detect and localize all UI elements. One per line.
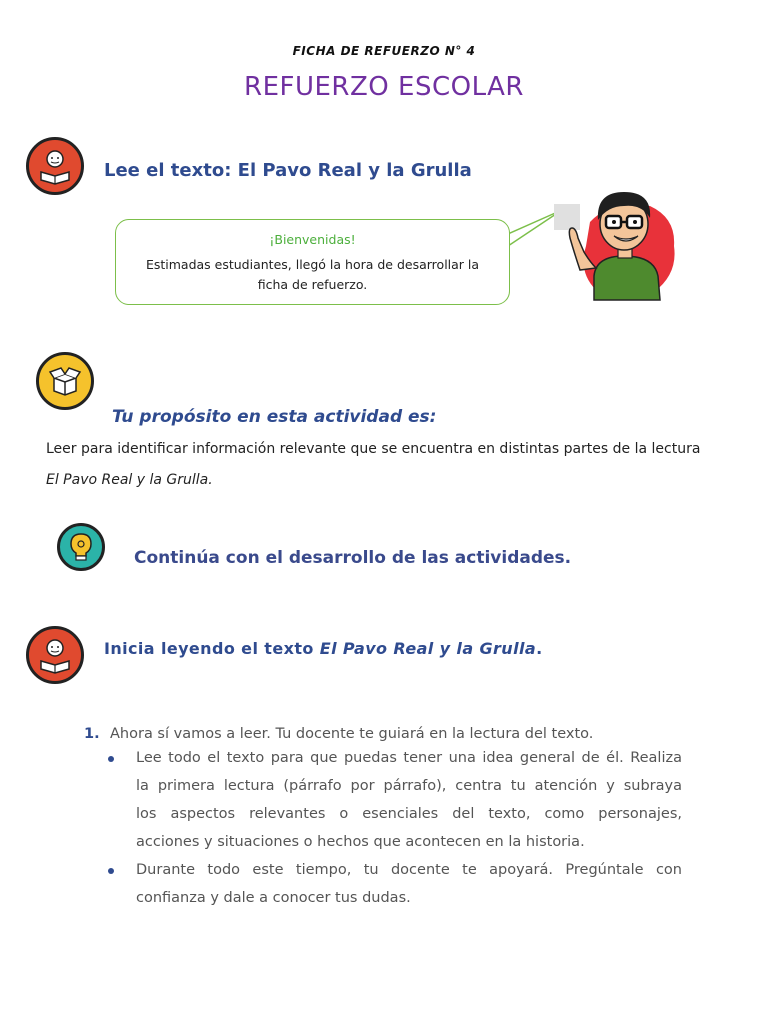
bullet-item-2-line: Durante todo este tiempo, tu docente te apoyará. Pregúntale con	[136, 862, 682, 878]
purpose-text: Leer para identificar información relevante que se encuentra en distintas partes de la lectura	[46, 441, 701, 457]
start-reading-prefix: Inicia leyendo el texto	[104, 639, 320, 658]
bullet-marker	[108, 756, 114, 762]
bullet-item-2	[136, 856, 682, 912]
purpose-heading: Tu propósito en esta actividad es:	[112, 407, 437, 427]
page-title: REFUERZO ESCOLAR	[244, 72, 524, 102]
list-intro: Ahora sí vamos a leer. Tu docente te guiará en la lectura del texto.	[110, 726, 594, 742]
list-number: 1.	[84, 726, 100, 742]
bullet-marker	[108, 868, 114, 874]
welcome-message: Estimadas estudiantes, llegó la hora de desarrollar la ficha de refuerzo.	[145, 257, 480, 292]
section-read-heading	[104, 160, 472, 181]
bullet-item-2-line: confianza y dale a conocer tus dudas.	[136, 890, 411, 906]
lightbulb-icon	[57, 523, 105, 571]
instructions-list	[0, 720, 768, 920]
worksheet-number: FICHA DE REFUERZO N° 4	[292, 44, 476, 58]
welcome-bubble	[115, 219, 510, 305]
start-reading-suffix: .	[536, 639, 543, 658]
bullet-item-1-line: Lee todo el texto para que puedas tener una idea general de él. Realiza	[136, 750, 682, 766]
teacher-illustration	[550, 182, 682, 304]
purpose-reading-title: El Pavo Real y la Grulla.	[46, 472, 213, 488]
reading-child-icon	[26, 137, 84, 195]
bullet-item-1-line: los aspectos relevantes o esenciales del texto, como personajes,	[136, 806, 682, 822]
welcome-greeting: ¡Bienvenidas!	[269, 232, 356, 247]
bullet-item-1-line: la primera lectura (párrafo por párrafo), centra tu atención y subraya	[136, 778, 682, 794]
bullet-item-1	[136, 744, 682, 856]
start-reading-title: El Pavo Real y la Grulla	[319, 639, 537, 658]
open-box-icon	[36, 352, 94, 410]
section-read-heading-title: El Pavo Real y la Grulla	[237, 160, 472, 181]
reading-child-icon	[26, 626, 84, 684]
continue-instruction: Continúa con el desarrollo de las actividades.	[134, 548, 572, 568]
bullet-item-1-line: acciones y situaciones o hechos que acontecen en la historia.	[136, 834, 585, 850]
section-read-heading-prefix: Lee el texto:	[104, 160, 238, 181]
start-reading-heading	[104, 639, 543, 658]
